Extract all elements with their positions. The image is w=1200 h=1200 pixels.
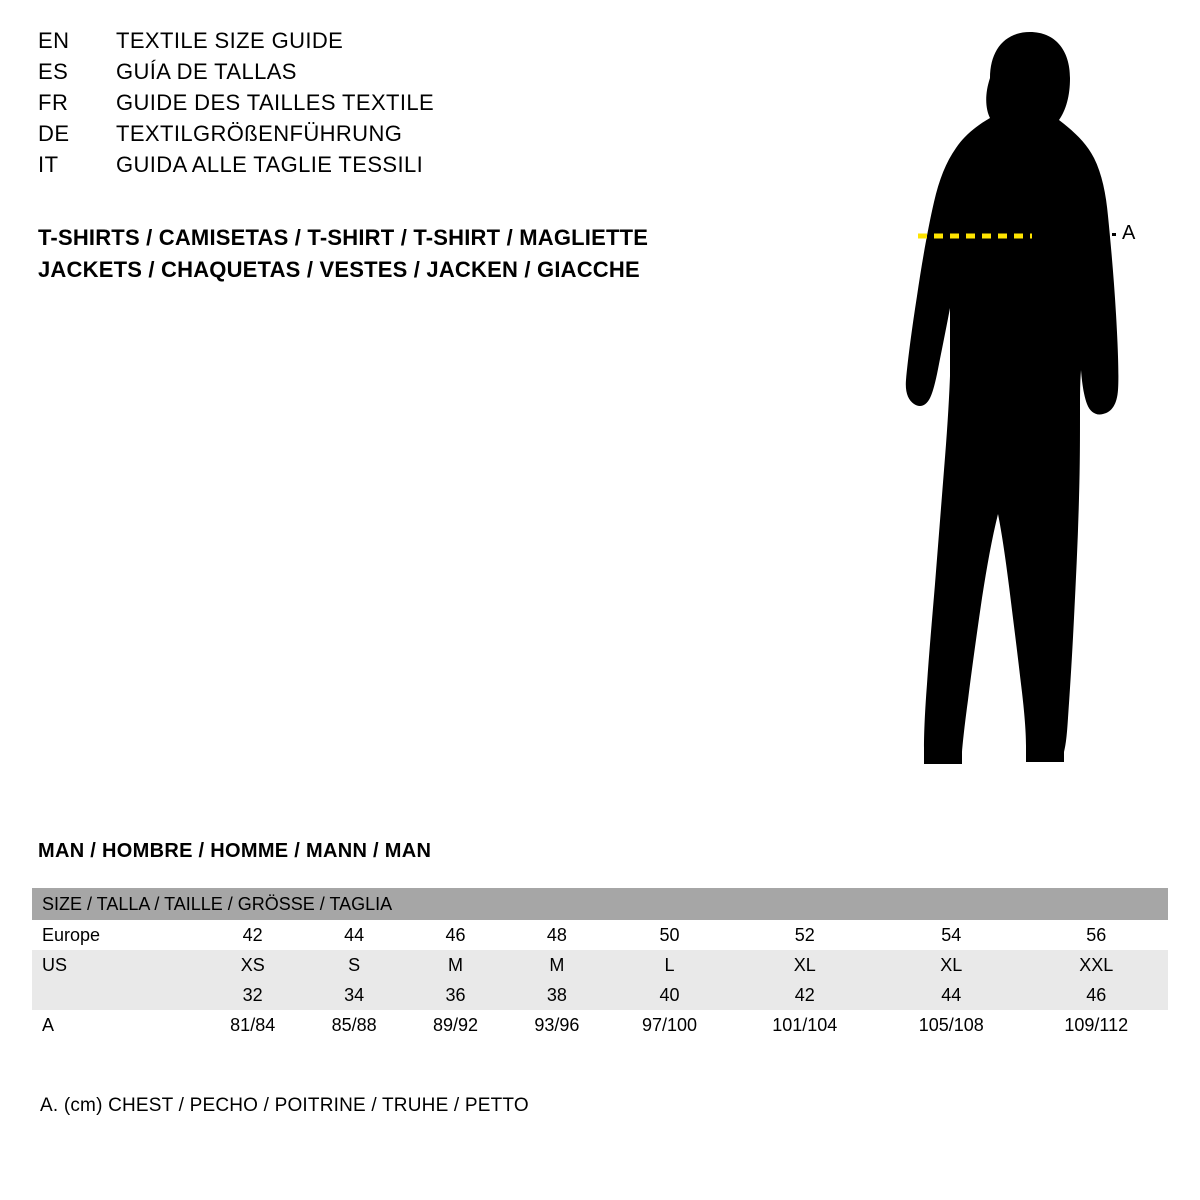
category-block	[38, 222, 798, 286]
row-label: Europe	[32, 920, 202, 950]
language-title: GUÍA DE TALLAS	[116, 59, 297, 84]
table-header-label: SIZE / TALLA / TAILLE / GRÖSSE / TAGLIA	[32, 888, 1168, 920]
category-line-tshirts: T-SHIRTS / CAMISETAS / T-SHIRT / T-SHIRT / MAGLIETTE	[38, 225, 649, 250]
table-cell: 89/92	[405, 1010, 506, 1040]
table-cell: 42	[202, 920, 303, 950]
category-line-jackets: JACKETS / CHAQUETAS / VESTES / JACKEN / GIACCHE	[38, 257, 640, 282]
language-title: TEXTILE SIZE GUIDE	[116, 28, 344, 53]
silhouette-shape	[906, 32, 1119, 764]
table-header-row	[32, 888, 1168, 920]
row-label: US	[32, 950, 202, 980]
male-silhouette-figure	[840, 18, 1170, 788]
size-table	[32, 888, 1168, 1040]
language-header-block	[38, 28, 738, 183]
table-cell: 34	[303, 980, 404, 1010]
table-cell: 85/88	[303, 1010, 404, 1040]
table-cell: 32	[202, 980, 303, 1010]
table-row	[32, 920, 1168, 950]
table-row	[32, 1010, 1168, 1040]
table-cell: 36	[405, 980, 506, 1010]
table-cell: L	[608, 950, 732, 980]
table-cell: 44	[303, 920, 404, 950]
language-code: ES	[38, 59, 69, 84]
row-label	[32, 980, 202, 1010]
table-cell: 101/104	[732, 1010, 878, 1040]
table-cell: 40	[608, 980, 732, 1010]
footnote-chest-measurement: A. (cm) CHEST / PECHO / POITRINE / TRUHE / PETTO	[40, 1095, 529, 1116]
table-cell: XL	[878, 950, 1024, 980]
language-title: GUIDA ALLE TAGLIE TESSILI	[116, 152, 424, 177]
table-cell: 109/112	[1024, 1010, 1168, 1040]
table-row	[32, 980, 1168, 1010]
size-table-wrapper	[32, 888, 1168, 1040]
language-title: TEXTILGRÖßENFÜHRUNG	[116, 121, 403, 146]
table-cell: 54	[878, 920, 1024, 950]
section-title-man: MAN / HOMBRE / HOMME / MANN / MAN	[38, 840, 432, 862]
language-row	[38, 152, 738, 183]
table-cell: M	[506, 950, 607, 980]
table-cell: 93/96	[506, 1010, 607, 1040]
language-code: EN	[38, 28, 70, 53]
language-code: FR	[38, 90, 69, 115]
table-cell: 46	[1024, 980, 1168, 1010]
table-cell: 81/84	[202, 1010, 303, 1040]
table-cell: XL	[732, 950, 878, 980]
language-row	[38, 121, 738, 152]
table-cell: S	[303, 950, 404, 980]
table-row	[32, 950, 1168, 980]
row-label: A	[32, 1010, 202, 1040]
language-row	[38, 90, 738, 121]
table-cell: 46	[405, 920, 506, 950]
measure-leader-dash	[1090, 233, 1116, 236]
table-cell: 50	[608, 920, 732, 950]
language-code: IT	[38, 152, 59, 177]
table-cell: 48	[506, 920, 607, 950]
language-row	[38, 59, 738, 90]
language-row	[38, 28, 738, 59]
table-cell: 56	[1024, 920, 1168, 950]
table-cell: 38	[506, 980, 607, 1010]
table-cell: 42	[732, 980, 878, 1010]
table-cell: XS	[202, 950, 303, 980]
table-cell: M	[405, 950, 506, 980]
measure-label-a: A	[1122, 222, 1136, 244]
language-title: GUIDE DES TAILLES TEXTILE	[116, 90, 435, 115]
table-cell: 105/108	[878, 1010, 1024, 1040]
table-cell: XXL	[1024, 950, 1168, 980]
table-cell: 52	[732, 920, 878, 950]
language-code: DE	[38, 121, 70, 146]
table-cell: 97/100	[608, 1010, 732, 1040]
table-cell: 44	[878, 980, 1024, 1010]
